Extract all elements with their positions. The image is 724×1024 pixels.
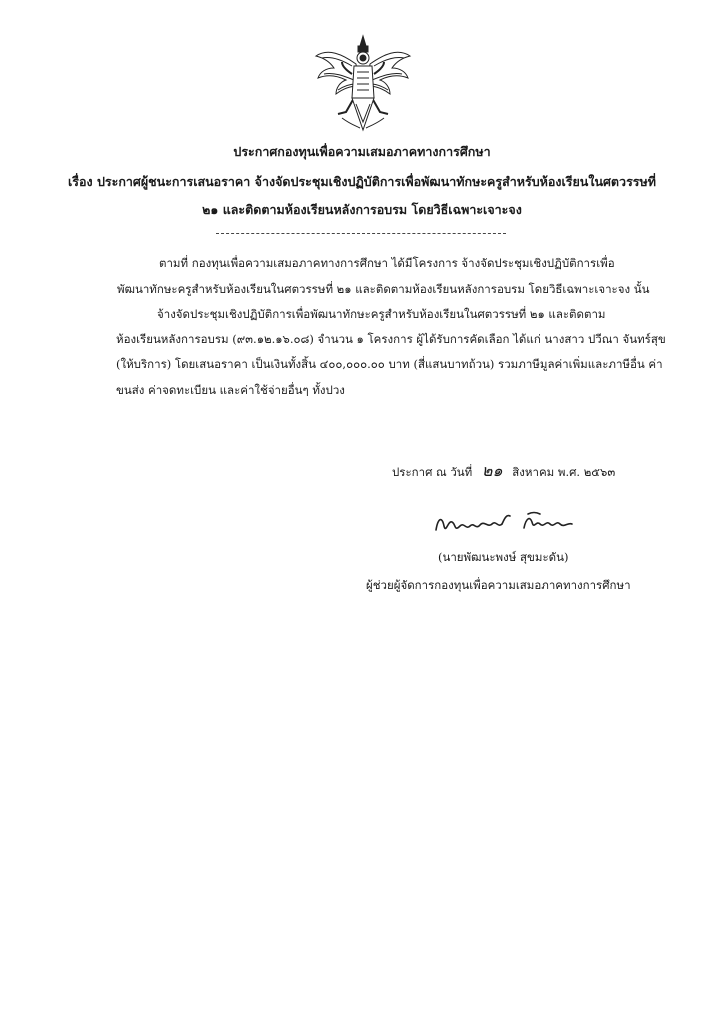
body-paragraph-line: ตามที่ กองทุนเพื่อความเสมอภาคทางการศึกษา ได้มีโครงการ จ้างจัดประชุมเชิงปฏิบัติการเพื่อ bbox=[159, 256, 615, 270]
subject-line: เรื่อง ประกาศผู้ชนะการเสนอราคา จ้างจัดประชุมเชิงปฏิบัติการเพื่อพัฒนาทักษะครูสำหรับห้องเรียนในศตวรรษที่ bbox=[68, 174, 656, 189]
date-day-handwritten: ๒๑ bbox=[481, 461, 503, 480]
body-paragraph-line: ขนส่ง ค่าจดทะเบียน และค่าใช้จ่ายอื่นๆ ทั้งปวง bbox=[116, 383, 345, 397]
garuda-emblem-icon bbox=[312, 34, 414, 132]
document-title: ประกาศกองทุนเพื่อความเสมอภาคทางการศึกษา bbox=[233, 144, 491, 159]
body-paragraph-line: จ้างจัดประชุมเชิงปฏิบัติการเพื่อพัฒนาทักษะครูสำหรับห้องเรียนในศตวรรษที่ ๒๑ และติดตาม bbox=[157, 307, 606, 321]
body-paragraph-line: (ให้บริการ) โดยเสนอราคา เป็นเงินทั้งสิ้น ๔๐๐,๐๐๐.๐๐ บาท (สี่แสนบาทถ้วน) รวมภาษีมูลค่าเพิ่มและภาษีอื่น ค่า bbox=[116, 357, 663, 371]
separator-rule bbox=[216, 233, 506, 234]
subject-line-continued: ๒๑ และติดตามห้องเรียนหลังการอบรม โดยวิธีเฉพาะเจาะจง bbox=[202, 202, 522, 217]
signer-name: (นายพัฒนะพงษ์ สุขมะดัน) bbox=[438, 550, 569, 564]
signer-position: ผู้ช่วยผู้จัดการกองทุนเพื่อความเสมอภาคทางการศึกษา bbox=[366, 578, 631, 592]
date-prefix: ประกาศ ณ วันที่ bbox=[392, 465, 473, 479]
date-month-year: สิงหาคม พ.ศ. ๒๕๖๓ bbox=[512, 465, 616, 479]
handwritten-signature bbox=[432, 508, 582, 540]
announcement-date bbox=[392, 459, 615, 484]
body-paragraph-line: พัฒนาทักษะครูสำหรับห้องเรียนในศตวรรษที่ ๒๑ และติดตามห้องเรียนหลังการอบรม โดยวิธีเฉพาะเจาะจง นั้น bbox=[117, 282, 650, 296]
body-paragraph-line: ห้องเรียนหลังการอบรม (๙๓.๑๒.๑๖.๐๘) จำนวน ๑ โครงการ ผู้ได้รับการคัดเลือก ได้แก่ นางสาว ปวีณา จันทร์สุข bbox=[116, 332, 666, 346]
